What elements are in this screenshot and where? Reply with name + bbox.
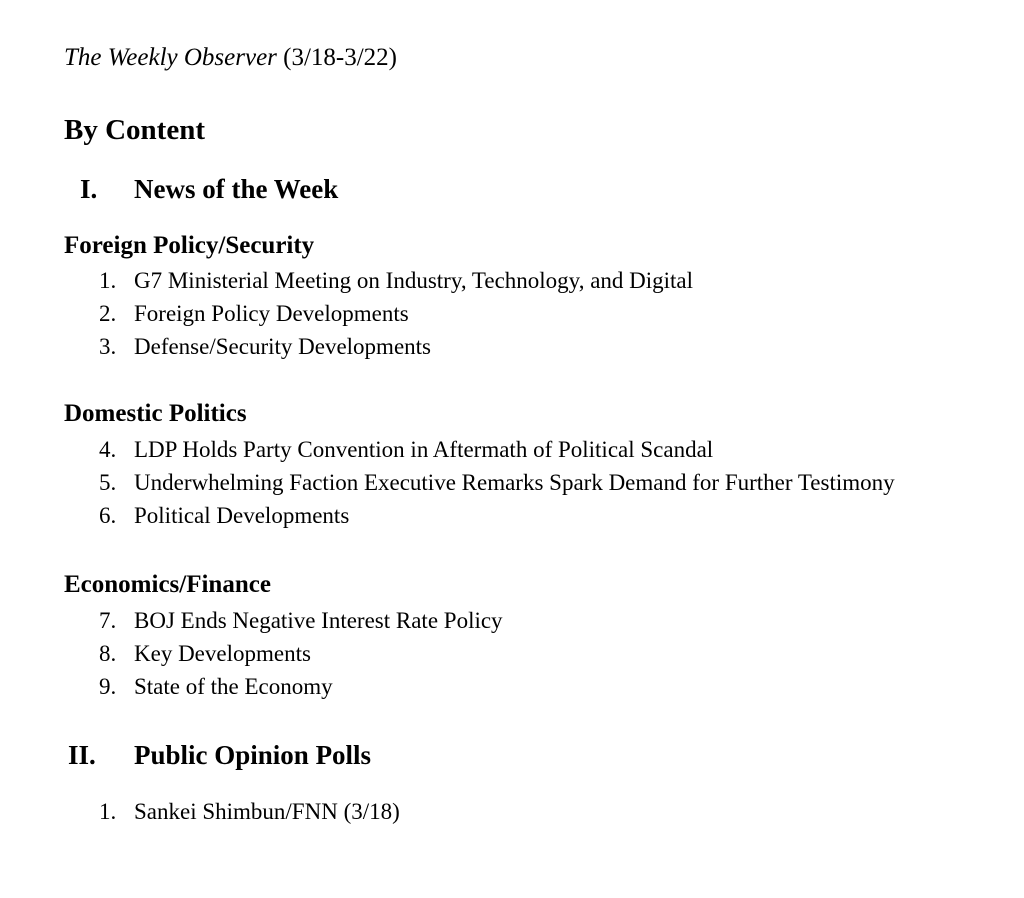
item-text: Foreign Policy Developments — [134, 301, 409, 326]
item-number: 6. — [99, 503, 117, 528]
item-number: 8. — [99, 641, 117, 666]
item-number: 5. — [99, 470, 117, 495]
item-number: 9. — [99, 674, 117, 699]
item-number: 1. — [99, 799, 117, 824]
list-item — [0, 501, 1024, 534]
item-text: Defense/Security Developments — [134, 334, 431, 359]
item-text: Key Developments — [134, 641, 311, 666]
part-title: News of the Week — [134, 174, 339, 204]
list-item — [0, 672, 1024, 705]
category-foreign-policy-security: Foreign Policy/Security — [64, 232, 315, 259]
part-heading-news-of-the-week — [0, 172, 600, 206]
list-economics-finance — [0, 606, 1024, 705]
list-foreign-policy-security — [0, 266, 1024, 365]
list-public-opinion-polls — [0, 797, 1024, 830]
publication-title: The Weekly Observer — [64, 44, 277, 71]
item-text: Political Developments — [134, 503, 350, 528]
list-item — [0, 797, 1024, 830]
list-item — [0, 266, 1024, 299]
part-heading-public-opinion-polls — [0, 738, 600, 772]
list-domestic-politics — [0, 435, 1024, 534]
item-number: 2. — [99, 301, 117, 326]
date-range: (3/18-3/22) — [283, 44, 398, 71]
item-text: LDP Holds Party Convention in Aftermath of Political Scandal — [134, 437, 714, 462]
category-economics-finance: Economics/Finance — [64, 571, 271, 598]
list-item — [0, 468, 1024, 501]
list-item — [0, 299, 1024, 332]
part-numeral: II. — [68, 740, 96, 770]
item-text: Underwhelming Faction Executive Remarks Spark Demand for Further Testimony — [134, 470, 895, 495]
item-number: 7. — [99, 608, 117, 633]
item-text: Sankei Shimbun/FNN (3/18) — [134, 799, 400, 824]
part-numeral: I. — [80, 174, 98, 204]
item-number: 3. — [99, 334, 117, 359]
list-item — [0, 606, 1024, 639]
item-number: 1. — [99, 268, 117, 293]
masthead — [64, 42, 397, 74]
item-text: State of the Economy — [134, 674, 333, 699]
item-number: 4. — [99, 437, 117, 462]
category-domestic-politics: Domestic Politics — [64, 400, 247, 427]
item-text: G7 Ministerial Meeting on Industry, Technology, and Digital — [134, 268, 694, 293]
part-title: Public Opinion Polls — [134, 740, 372, 770]
list-item — [0, 332, 1024, 365]
list-item — [0, 639, 1024, 672]
item-text: BOJ Ends Negative Interest Rate Policy — [134, 608, 503, 633]
list-item — [0, 435, 1024, 468]
toc-title: By Content — [64, 114, 205, 146]
